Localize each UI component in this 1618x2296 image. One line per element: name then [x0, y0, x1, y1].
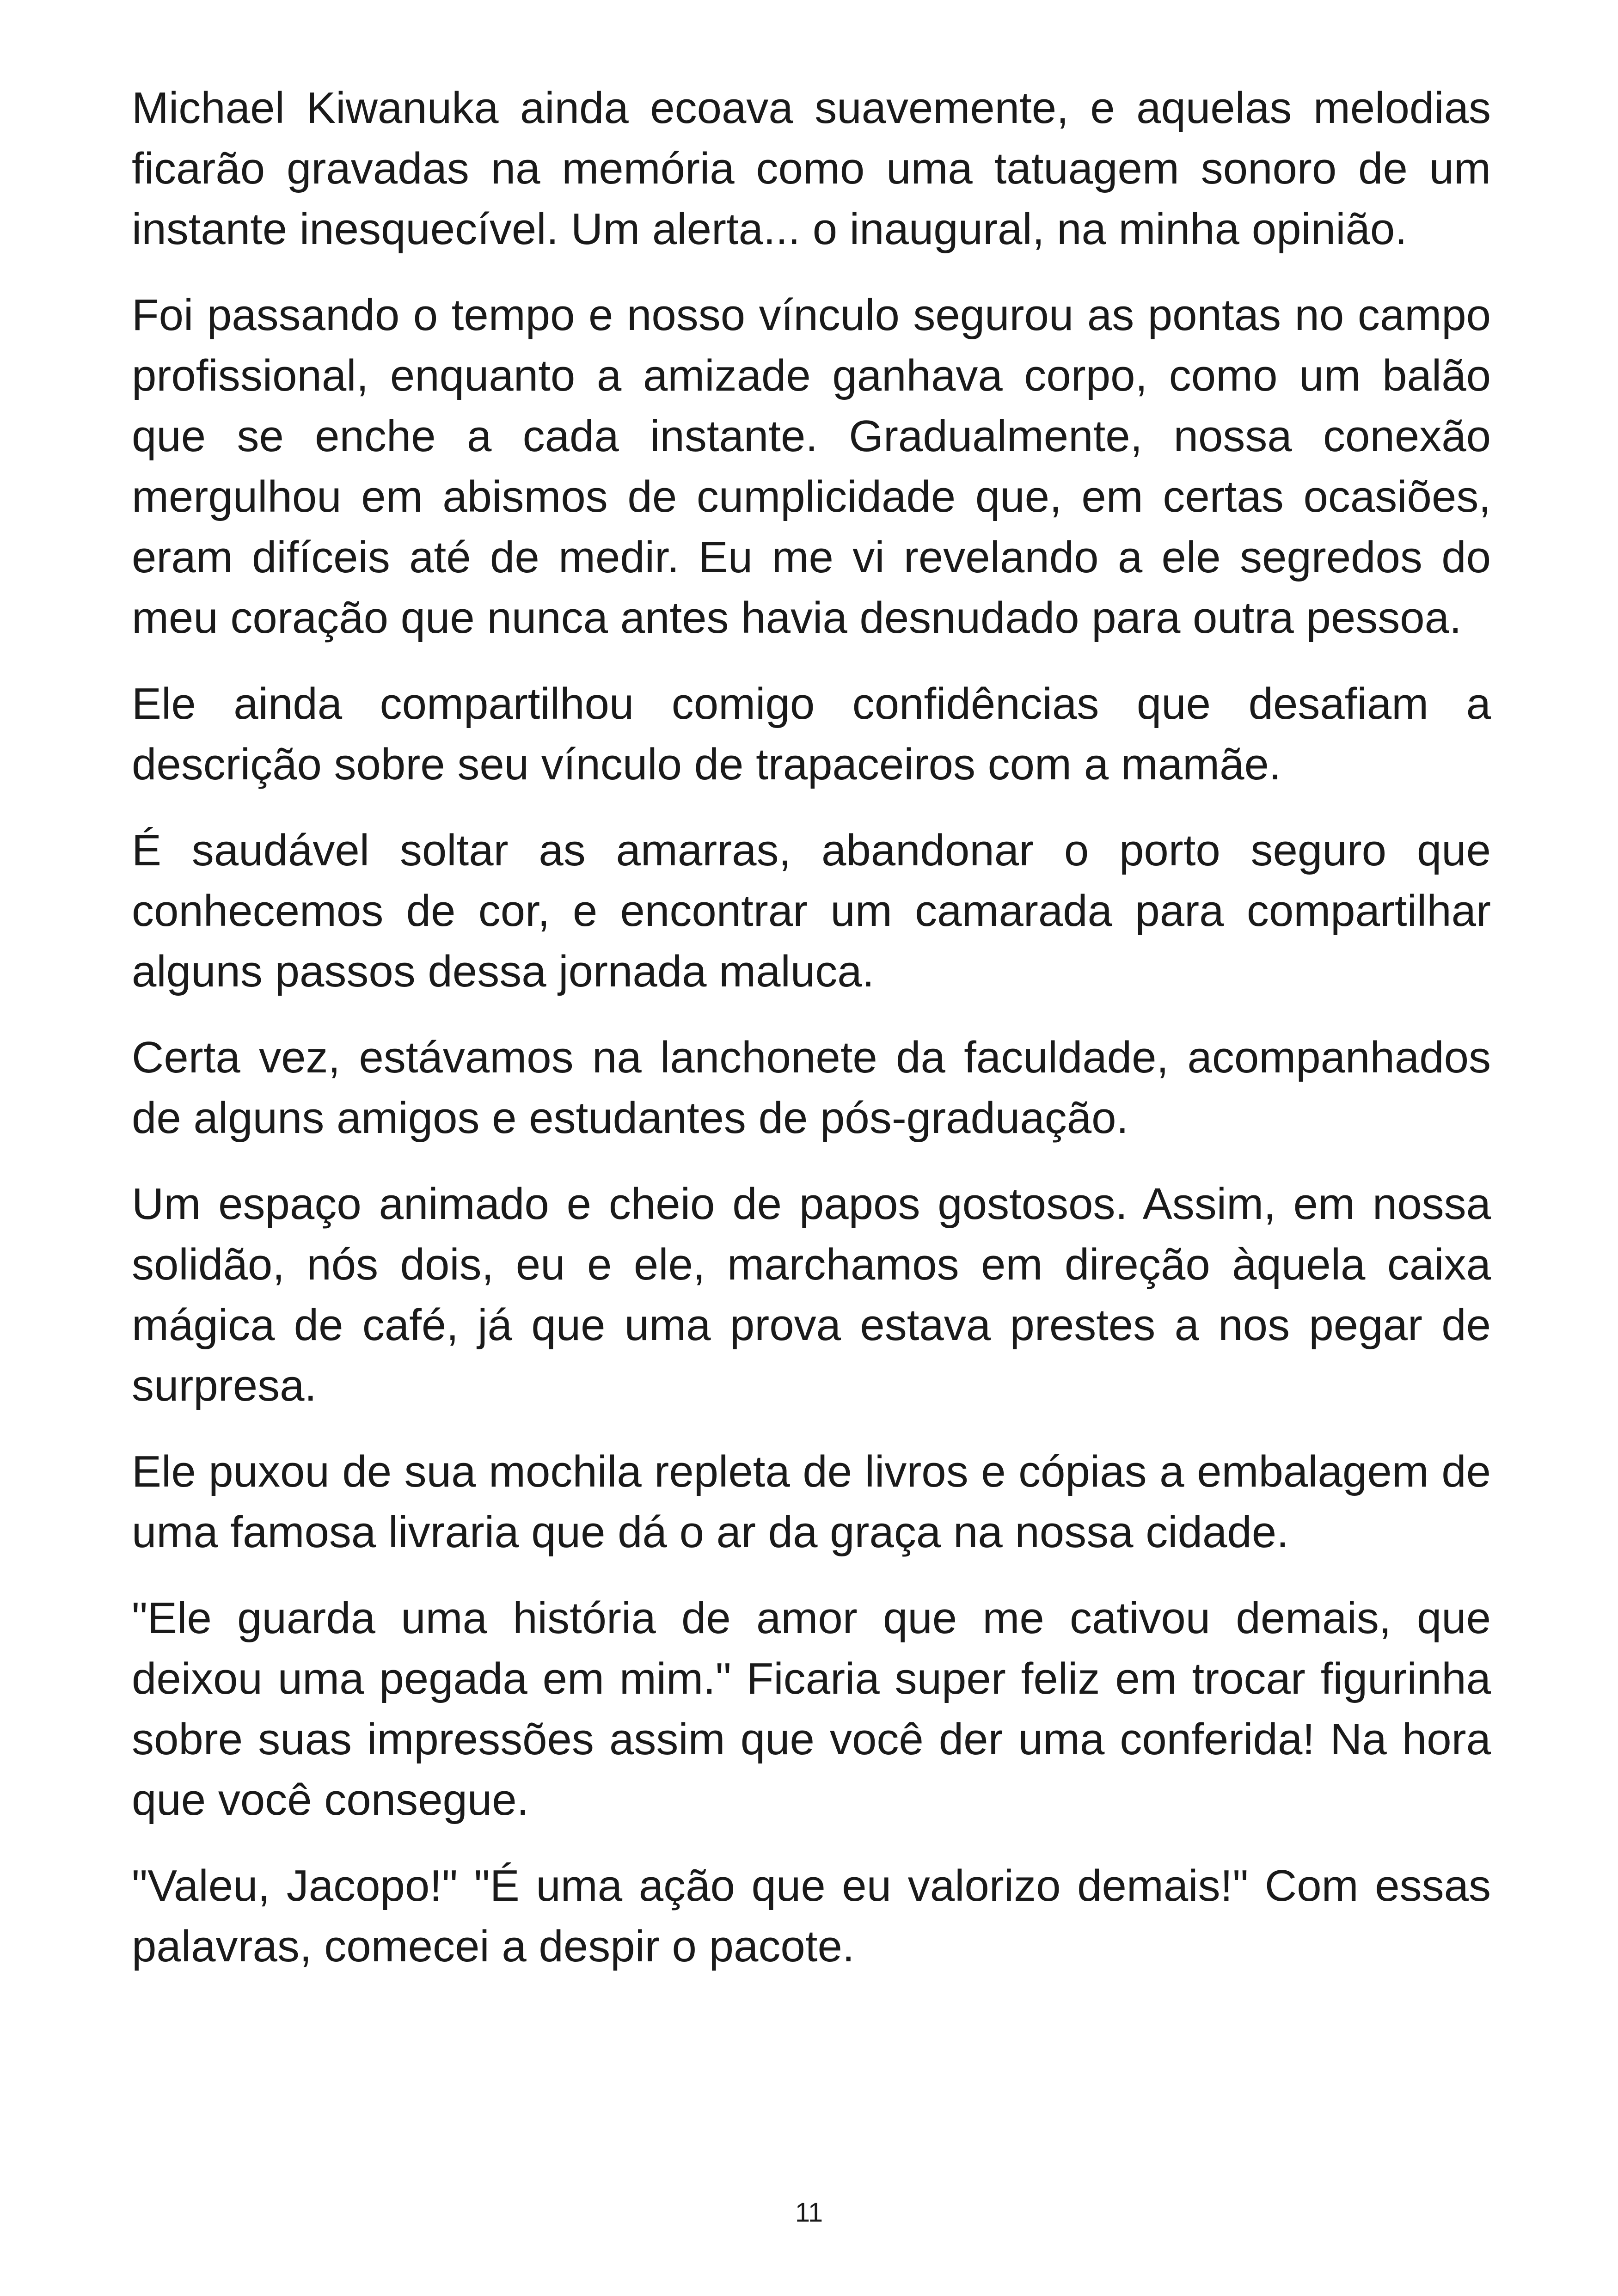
paragraph: "Valeu, Jacopo!" "É uma ação que eu valorizo demais!" Com essas palavras, comecei a despir o pacote.: [132, 1861, 1491, 1971]
paragraph: Foi passando o tempo e nosso vínculo segurou as pontas no campo profissional, enquanto a amizade ganhava corpo, como um balão que se enche a cada instante. Gradualmente, nossa conexão mergulhou em abismos de cumplicidade que, em certas ocasiões, eram difíceis até de medir. Eu me vi revelando a ele segredos do meu coração que nunca antes havia desnudado para outra pessoa.: [132, 290, 1491, 643]
paragraph: É saudável soltar as amarras, abandonar o porto seguro que conhecemos de cor, e encontrar um camarada para compartilhar alguns passos dessa jornada maluca.: [132, 826, 1491, 996]
page-number: 11: [795, 2198, 823, 2228]
paragraph: Ele ainda compartilhou comigo confidências que desafiam a descrição sobre seu vínculo de trapaceiros com a mamãe.: [132, 679, 1491, 789]
paragraph: Um espaço animado e cheio de papos gostosos. Assim, em nossa solidão, nós dois, eu e ele, marchamos em direção àquela caixa mágica de café, já que uma prova estava prestes a nos pegar de surpresa.: [132, 1179, 1491, 1410]
paragraph: Ele puxou de sua mochila repleta de livros e cópias a embalagem de uma famosa livraria que dá o ar da graça na nossa cidade.: [132, 1447, 1491, 1557]
paragraph: Certa vez, estávamos na lanchonete da faculdade, acompanhados de alguns amigos e estudantes de pós-graduação.: [132, 1033, 1491, 1143]
paragraph: "Ele guarda uma história de amor que me cativou demais, que deixou uma pegada em mim." Ficaria super feliz em trocar figurinha sobre suas impressões assim que você der uma conferida! Na hora que você consegue.: [132, 1593, 1491, 1825]
paragraph: Michael Kiwanuka ainda ecoava suavemente, e aquelas melodias ficarão gravadas na memória como uma tatuagem sonoro de um instante inesquecível. Um alerta... o inaugural, na minha opinião.: [132, 83, 1491, 254]
body-text: [132, 78, 1491, 2002]
